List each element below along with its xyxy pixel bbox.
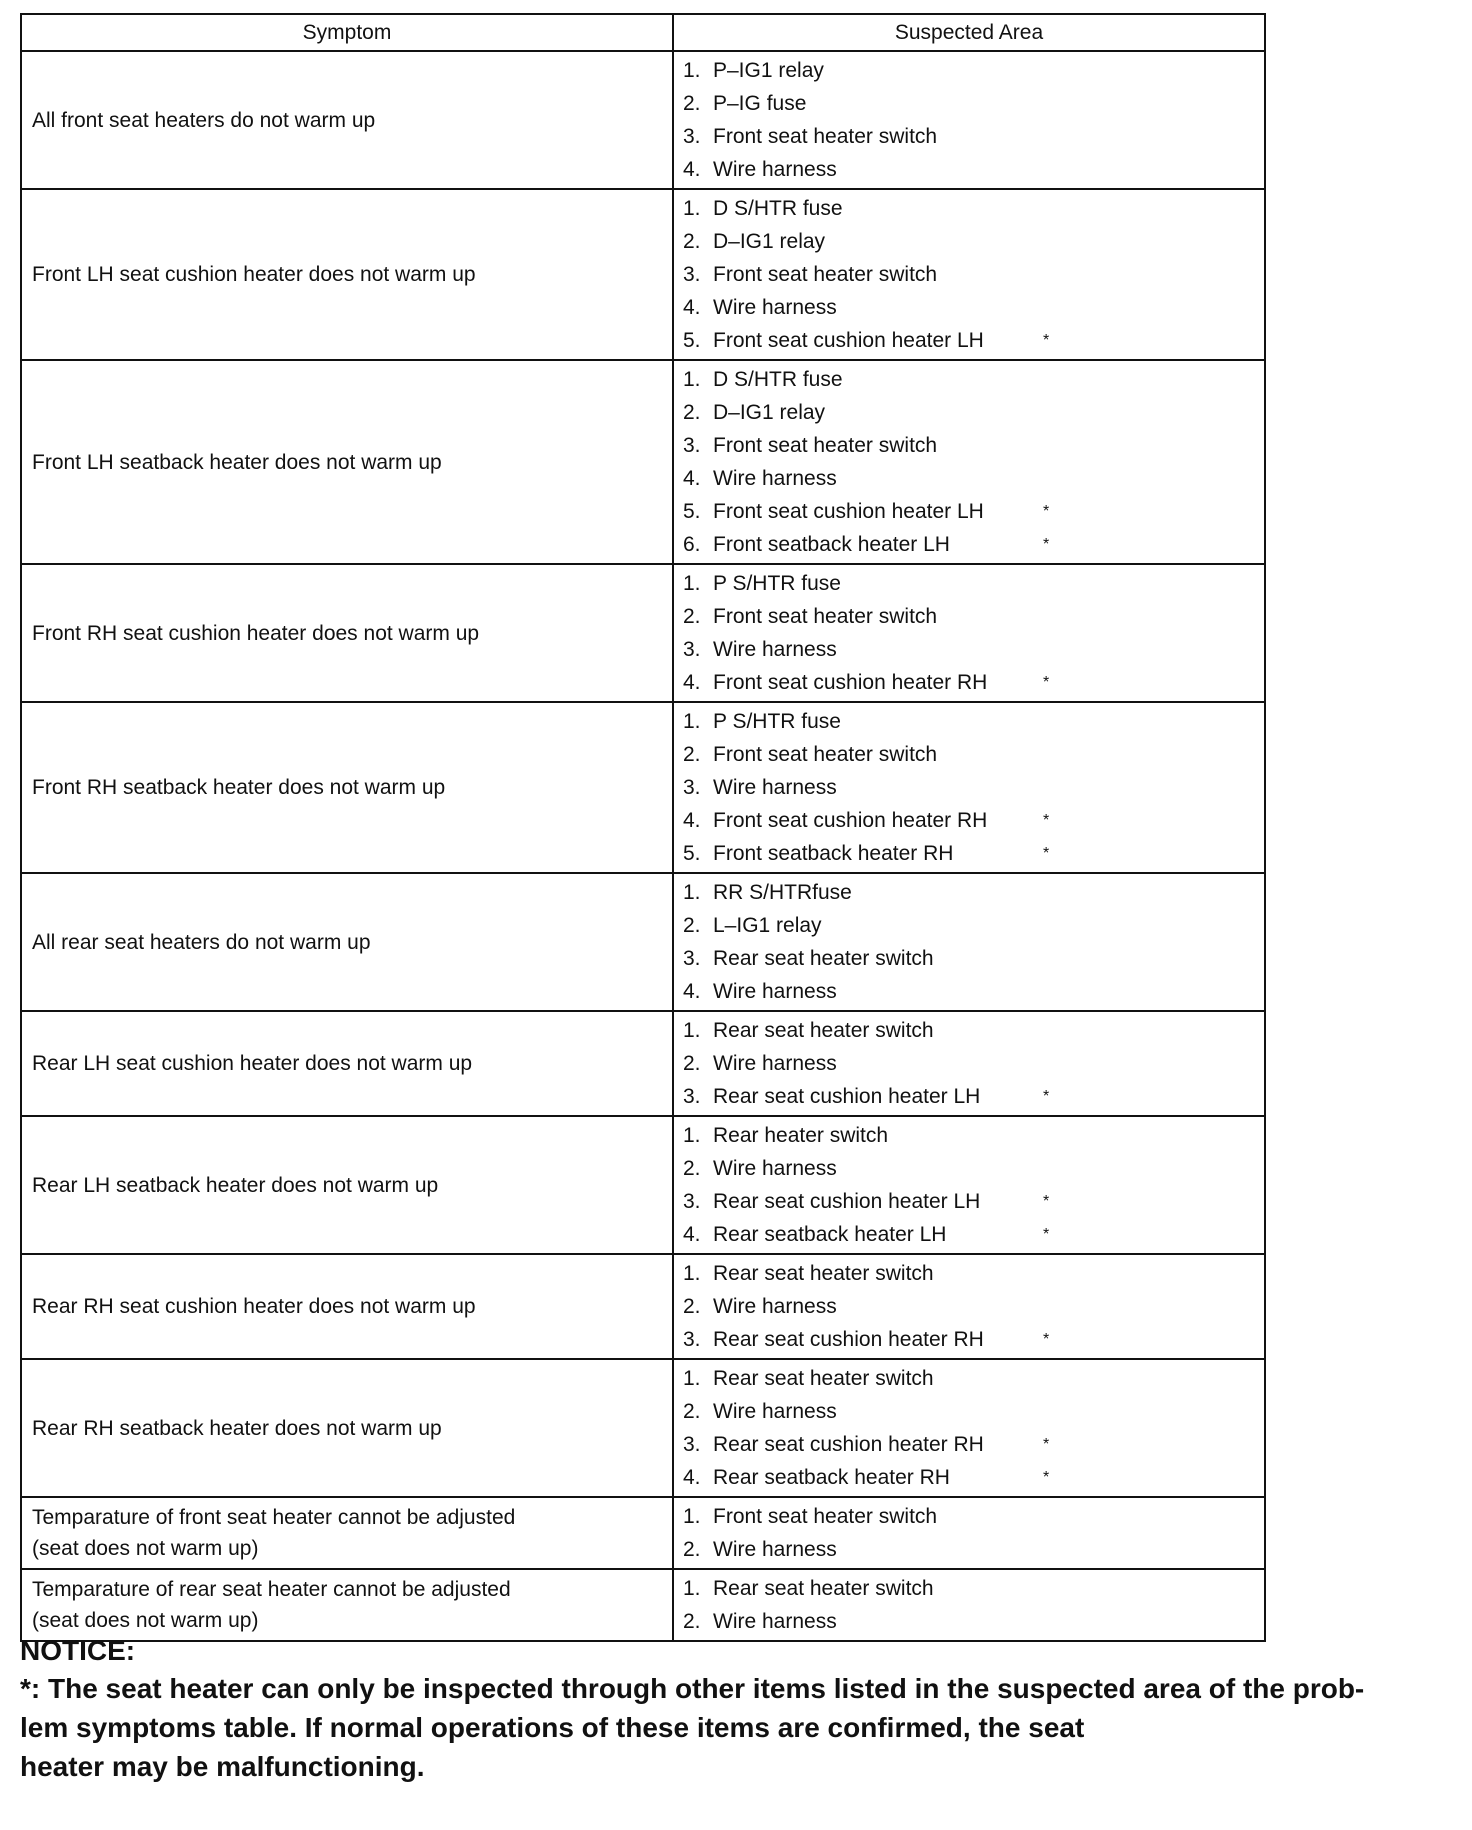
item-text: Wire harness bbox=[713, 1295, 837, 1318]
item-number: 3. bbox=[683, 1328, 701, 1351]
notice-title: NOTICE: bbox=[20, 1635, 136, 1666]
table-row bbox=[21, 1569, 1265, 1641]
suspected-area-item bbox=[683, 225, 1264, 258]
notice-block bbox=[20, 1633, 1460, 1786]
item-text: Front seat heater switch bbox=[713, 434, 938, 457]
item-number: 2. bbox=[683, 914, 701, 937]
suspected-area-item bbox=[683, 462, 1264, 495]
table-row bbox=[21, 51, 1265, 189]
table-row bbox=[21, 564, 1265, 702]
item-text: L–IG1 relay bbox=[713, 914, 822, 937]
symptom-column-header: Symptom bbox=[21, 14, 673, 51]
asterisk-marker: * bbox=[1043, 845, 1050, 862]
item-text: Front seat cushion heater LH bbox=[713, 329, 984, 352]
item-text: Rear seatback heater LH bbox=[713, 1223, 947, 1246]
item-text: Front seat cushion heater RH bbox=[713, 809, 988, 832]
table-row bbox=[21, 1359, 1265, 1497]
item-number: 4. bbox=[683, 467, 701, 490]
item-text: D–IG1 relay bbox=[713, 401, 826, 424]
table-row bbox=[21, 1497, 1265, 1569]
suspected-area-item bbox=[683, 567, 1264, 600]
suspected-area-cell bbox=[673, 1569, 1265, 1641]
symptom-text: All rear seat heaters do not warm up bbox=[32, 930, 371, 954]
suspected-area-item bbox=[683, 1323, 1264, 1356]
suspected-area-item bbox=[683, 291, 1264, 324]
suspected-area-item bbox=[683, 975, 1264, 1008]
item-text: Rear heater switch bbox=[713, 1124, 889, 1147]
item-number: 4. bbox=[683, 671, 701, 694]
item-text: Front seat cushion heater LH bbox=[713, 500, 984, 523]
item-number: 1. bbox=[683, 572, 701, 595]
symptom-text: Rear RH seatback heater does not warm up bbox=[32, 1416, 442, 1440]
item-text: RR S/HTRfuse bbox=[713, 881, 852, 904]
item-text: D S/HTR fuse bbox=[713, 368, 843, 391]
item-number: 1. bbox=[683, 1019, 701, 1042]
symptom-text: Front LH seatback heater does not warm up bbox=[32, 450, 442, 474]
item-number: 1. bbox=[683, 1262, 701, 1285]
suspected-area-item bbox=[683, 666, 1264, 699]
item-number: 1. bbox=[683, 710, 701, 733]
suspected-area-item bbox=[683, 1047, 1264, 1080]
item-number: 2. bbox=[683, 1610, 701, 1633]
asterisk-marker: * bbox=[1043, 503, 1050, 520]
symptom-cell bbox=[21, 51, 673, 189]
table-row bbox=[21, 1011, 1265, 1116]
item-text: P–IG1 relay bbox=[713, 59, 824, 82]
table-header-row bbox=[21, 14, 1265, 51]
table-body bbox=[21, 51, 1265, 1641]
item-number: 2. bbox=[683, 743, 701, 766]
item-number: 5. bbox=[683, 842, 701, 865]
notice-line: *: The seat heater can only be inspected through other items listed in the suspected area of the prob- bbox=[20, 1673, 1365, 1704]
problem-symptoms-table-container bbox=[20, 13, 1264, 1642]
suspected-area-item bbox=[683, 1185, 1264, 1218]
suspected-area-cell bbox=[673, 873, 1265, 1011]
item-text: Front seat heater switch bbox=[713, 125, 938, 148]
table-row bbox=[21, 1254, 1265, 1359]
symptom-text: Front RH seat cushion heater does not warm up bbox=[32, 621, 480, 645]
item-text: Wire harness bbox=[713, 1052, 837, 1075]
item-text: Wire harness bbox=[713, 467, 837, 490]
suspected-area-item bbox=[683, 705, 1264, 738]
suspected-area-cell bbox=[673, 1011, 1265, 1116]
suspected-area-item bbox=[683, 1461, 1264, 1494]
asterisk-marker: * bbox=[1043, 536, 1050, 553]
symptom-text: Temparature of front seat heater cannot be adjusted bbox=[32, 1506, 516, 1529]
asterisk-marker: * bbox=[1043, 332, 1050, 349]
item-text: Rear seatback heater RH bbox=[713, 1466, 950, 1489]
asterisk-marker: * bbox=[1043, 1436, 1050, 1453]
suspected-area-item bbox=[683, 1080, 1264, 1113]
item-number: 2. bbox=[683, 1400, 701, 1423]
suspected-area-item bbox=[683, 1014, 1264, 1047]
item-number: 4. bbox=[683, 158, 701, 181]
item-number: 1. bbox=[683, 1124, 701, 1147]
symptom-cell bbox=[21, 189, 673, 360]
suspected-area-item bbox=[683, 771, 1264, 804]
suspected-area-item bbox=[683, 600, 1264, 633]
notice-line: heater may be malfunctioning. bbox=[20, 1751, 425, 1782]
item-number: 1. bbox=[683, 1367, 701, 1390]
table-row bbox=[21, 189, 1265, 360]
item-number: 1. bbox=[683, 368, 701, 391]
suspected-area-cell bbox=[673, 1497, 1265, 1569]
item-number: 1. bbox=[683, 881, 701, 904]
item-text: P–IG fuse bbox=[713, 92, 807, 115]
item-text: Wire harness bbox=[713, 1538, 837, 1561]
item-number: 4. bbox=[683, 296, 701, 319]
symptom-cell bbox=[21, 564, 673, 702]
suspected-area-item bbox=[683, 804, 1264, 837]
suspected-area-item bbox=[683, 1362, 1264, 1395]
item-text: Front seatback heater RH bbox=[713, 842, 954, 865]
symptom-cell bbox=[21, 1497, 673, 1569]
item-number: 3. bbox=[683, 125, 701, 148]
item-text: Front seat heater switch bbox=[713, 605, 938, 628]
suspected-area-item bbox=[683, 1290, 1264, 1323]
item-text: P S/HTR fuse bbox=[713, 710, 841, 733]
suspected-area-item bbox=[683, 876, 1264, 909]
suspected-area-cell bbox=[673, 189, 1265, 360]
item-number: 2. bbox=[683, 1538, 701, 1561]
item-number: 4. bbox=[683, 809, 701, 832]
suspected-area-item bbox=[683, 495, 1264, 528]
item-number: 3. bbox=[683, 947, 701, 970]
item-text: Rear seat cushion heater RH bbox=[713, 1433, 984, 1456]
symptom-cell bbox=[21, 360, 673, 564]
suspected-area-item bbox=[683, 528, 1264, 561]
suspected-area-item bbox=[683, 738, 1264, 771]
item-text: Wire harness bbox=[713, 1400, 837, 1423]
symptom-text: (seat does not warm up) bbox=[32, 1537, 259, 1560]
suspected-area-item bbox=[683, 87, 1264, 120]
suspected-area-cell bbox=[673, 360, 1265, 564]
item-text: Rear seat heater switch bbox=[713, 1577, 934, 1600]
suspected-area-item bbox=[683, 363, 1264, 396]
suspected-area-cell bbox=[673, 1254, 1265, 1359]
item-text: Wire harness bbox=[713, 1157, 837, 1180]
symptom-text: Temparature of rear seat heater cannot be adjusted bbox=[32, 1578, 511, 1601]
suspected-area-item bbox=[683, 837, 1264, 870]
asterisk-marker: * bbox=[1043, 674, 1050, 691]
suspected-area-item bbox=[683, 192, 1264, 225]
table-row bbox=[21, 1116, 1265, 1254]
asterisk-marker: * bbox=[1043, 1226, 1050, 1243]
item-number: 3. bbox=[683, 1433, 701, 1456]
notice-line: lem symptoms table. If normal operations of these items are confirmed, the seat bbox=[20, 1712, 1085, 1743]
suspected-area-item bbox=[683, 1572, 1264, 1605]
item-text: Wire harness bbox=[713, 158, 837, 181]
item-number: 3. bbox=[683, 434, 701, 457]
item-text: Rear seat cushion heater RH bbox=[713, 1328, 984, 1351]
suspected-area-item bbox=[683, 1257, 1264, 1290]
item-text: Front seat heater switch bbox=[713, 743, 938, 766]
item-text: Rear seat cushion heater LH bbox=[713, 1085, 981, 1108]
item-number: 2. bbox=[683, 1295, 701, 1318]
suspected-area-item bbox=[683, 258, 1264, 291]
item-text: Rear seat heater switch bbox=[713, 947, 934, 970]
symptom-cell bbox=[21, 1254, 673, 1359]
item-number: 5. bbox=[683, 500, 701, 523]
item-number: 6. bbox=[683, 533, 701, 556]
table-row bbox=[21, 702, 1265, 873]
symptom-text: (seat does not warm up) bbox=[32, 1609, 259, 1632]
item-number: 1. bbox=[683, 1577, 701, 1600]
item-number: 2. bbox=[683, 230, 701, 253]
symptom-cell bbox=[21, 1359, 673, 1497]
suspected-area-item bbox=[683, 120, 1264, 153]
item-text: Front seatback heater LH bbox=[713, 533, 950, 556]
symptom-text: Rear LH seatback heater does not warm up bbox=[32, 1173, 439, 1197]
table-row bbox=[21, 360, 1265, 564]
item-text: Front seat heater switch bbox=[713, 1505, 938, 1528]
item-text: Wire harness bbox=[713, 776, 837, 799]
item-text: Rear seat heater switch bbox=[713, 1367, 934, 1390]
asterisk-marker: * bbox=[1043, 812, 1050, 829]
item-text: Wire harness bbox=[713, 1610, 837, 1633]
symptom-cell bbox=[21, 1011, 673, 1116]
suspected-area-column-header: Suspected Area bbox=[673, 14, 1265, 51]
item-number: 1. bbox=[683, 59, 701, 82]
symptom-text: Rear RH seat cushion heater does not warm up bbox=[32, 1295, 476, 1318]
item-number: 1. bbox=[683, 197, 701, 220]
suspected-area-item bbox=[683, 54, 1264, 87]
suspected-area-item bbox=[683, 633, 1264, 666]
item-number: 4. bbox=[683, 1466, 701, 1489]
suspected-area-cell bbox=[673, 564, 1265, 702]
suspected-area-item bbox=[683, 396, 1264, 429]
asterisk-marker: * bbox=[1043, 1088, 1050, 1105]
suspected-area-item bbox=[683, 429, 1264, 462]
suspected-area-item bbox=[683, 909, 1264, 942]
item-text: D S/HTR fuse bbox=[713, 197, 843, 220]
asterisk-marker: * bbox=[1043, 1469, 1050, 1486]
item-number: 3. bbox=[683, 638, 701, 661]
item-text: Front seat cushion heater RH bbox=[713, 671, 988, 694]
symptom-cell bbox=[21, 702, 673, 873]
symptom-text: Front RH seatback heater does not warm up bbox=[32, 776, 446, 799]
item-text: Rear seat heater switch bbox=[713, 1019, 934, 1042]
item-number: 1. bbox=[683, 1505, 701, 1528]
item-text: Wire harness bbox=[713, 638, 837, 661]
item-text: P S/HTR fuse bbox=[713, 572, 841, 595]
symptom-cell bbox=[21, 873, 673, 1011]
suspected-area-item bbox=[683, 1119, 1264, 1152]
item-number: 2. bbox=[683, 605, 701, 628]
item-text: Front seat heater switch bbox=[713, 263, 938, 286]
suspected-area-item bbox=[683, 1218, 1264, 1251]
item-text: Rear seat cushion heater LH bbox=[713, 1190, 981, 1213]
item-number: 3. bbox=[683, 1190, 701, 1213]
item-number: 2. bbox=[683, 1157, 701, 1180]
problem-symptoms-table bbox=[20, 13, 1266, 1642]
suspected-area-item bbox=[683, 1152, 1264, 1185]
symptom-cell bbox=[21, 1569, 673, 1641]
suspected-area-item bbox=[683, 942, 1264, 975]
asterisk-marker: * bbox=[1043, 1193, 1050, 1210]
asterisk-marker: * bbox=[1043, 1331, 1050, 1348]
suspected-area-item bbox=[683, 1428, 1264, 1461]
suspected-area-item bbox=[683, 324, 1264, 357]
item-text: D–IG1 relay bbox=[713, 230, 826, 253]
item-number: 3. bbox=[683, 263, 701, 286]
suspected-area-cell bbox=[673, 702, 1265, 873]
symptom-text: Rear LH seat cushion heater does not warm up bbox=[32, 1052, 473, 1075]
suspected-area-cell bbox=[673, 1359, 1265, 1497]
item-text: Wire harness bbox=[713, 980, 837, 1003]
symptom-text: All front seat heaters do not warm up bbox=[32, 108, 376, 132]
item-text: Wire harness bbox=[713, 296, 837, 319]
item-number: 3. bbox=[683, 1085, 701, 1108]
suspected-area-cell bbox=[673, 1116, 1265, 1254]
item-number: 4. bbox=[683, 1223, 701, 1246]
suspected-area-item bbox=[683, 153, 1264, 186]
table-row bbox=[21, 873, 1265, 1011]
symptom-cell bbox=[21, 1116, 673, 1254]
item-number: 4. bbox=[683, 980, 701, 1003]
item-number: 2. bbox=[683, 1052, 701, 1075]
item-number: 5. bbox=[683, 329, 701, 352]
item-number: 2. bbox=[683, 401, 701, 424]
suspected-area-item bbox=[683, 1395, 1264, 1428]
symptom-text: Front LH seat cushion heater does not warm up bbox=[32, 263, 476, 286]
item-number: 3. bbox=[683, 776, 701, 799]
suspected-area-item bbox=[683, 1500, 1264, 1533]
item-number: 2. bbox=[683, 92, 701, 115]
suspected-area-cell bbox=[673, 51, 1265, 189]
item-text: Rear seat heater switch bbox=[713, 1262, 934, 1285]
suspected-area-item bbox=[683, 1533, 1264, 1566]
